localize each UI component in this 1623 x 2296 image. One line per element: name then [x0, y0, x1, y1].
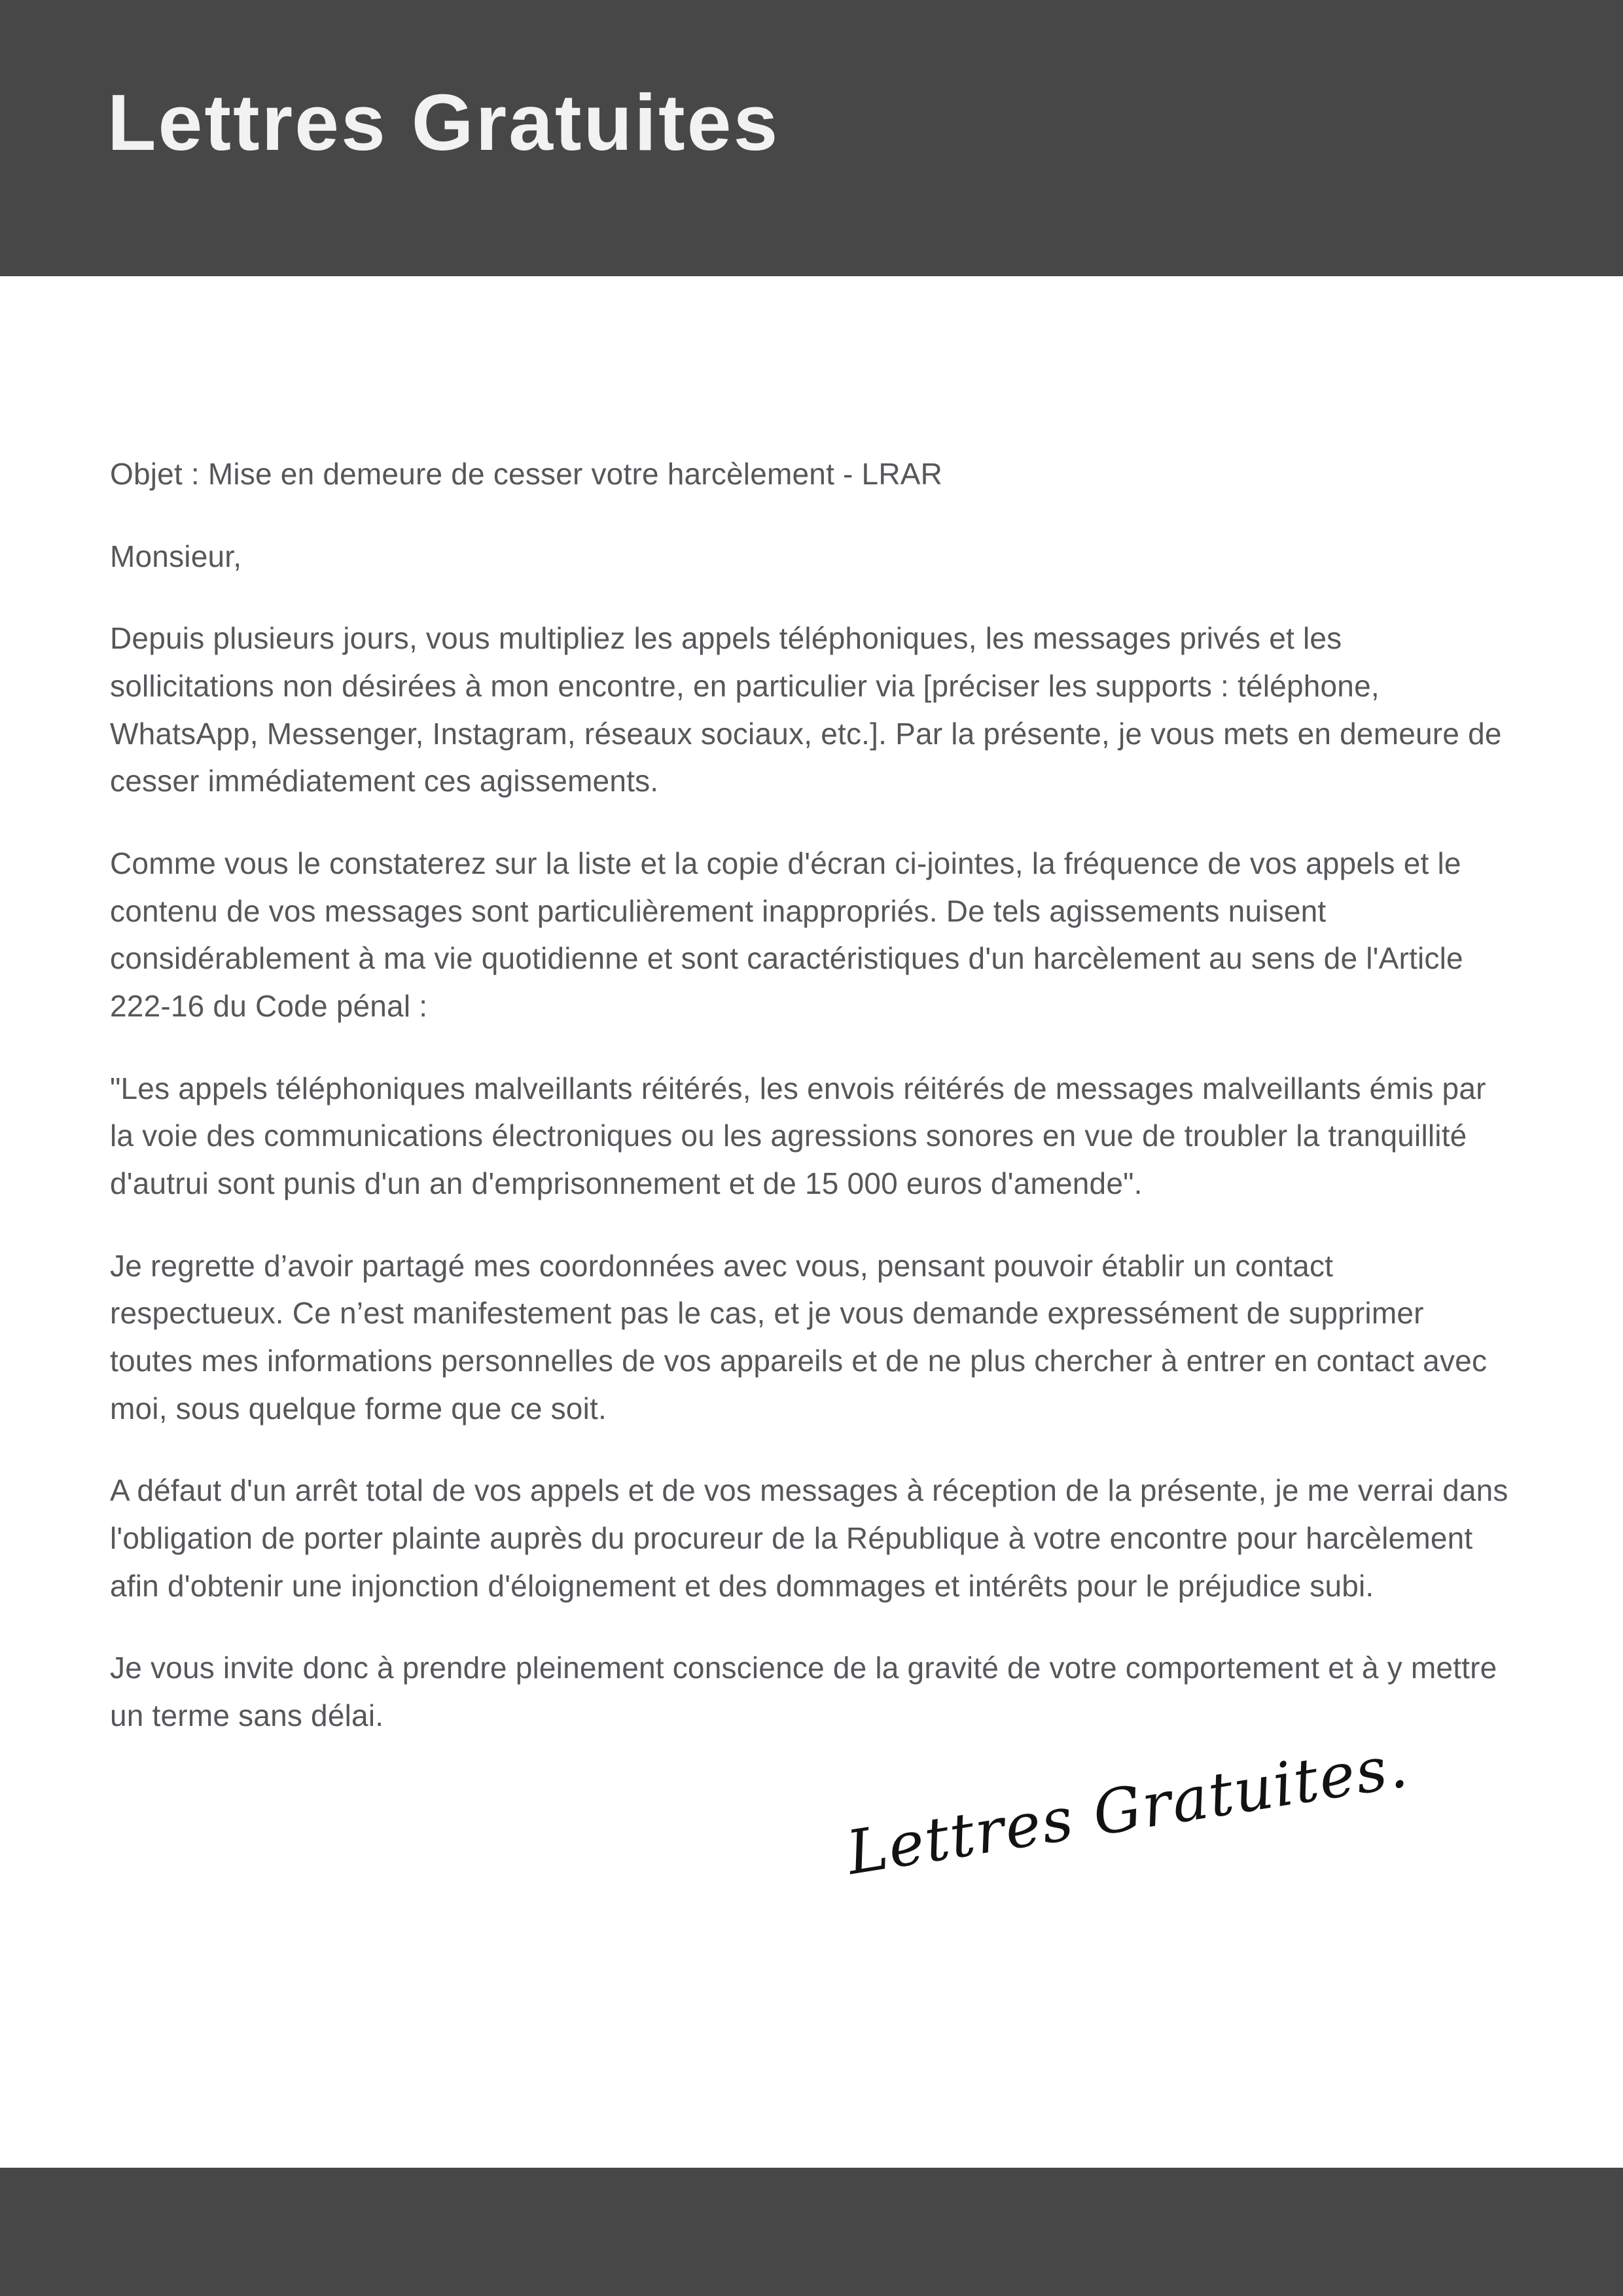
paragraph: Depuis plusieurs jours, vous multipliez les appels téléphoniques, les messages privés et les sollicitations non désirées à mon encontre, en particulier via [préciser les supports : téléphone, WhatsApp, Messenger, Instagram, réseaux sociaux, etc.]. Par la présente, je vous mets en demeure de cesser immédiatement ces agissements. — [110, 621, 1502, 798]
paragraph: Je vous invite donc à prendre pleinement conscience de la gravité de votre comportement et à y mettre un terme sans délai. — [110, 1651, 1497, 1733]
signature: Lettres Gratuites. — [842, 1730, 1414, 1888]
footer-banner — [0, 2168, 1623, 2296]
paragraph: "Les appels téléphoniques malveillants réitérés, les envois réitérés de messages malveillants émis par la voie des communications électroniques ou les agressions sonores en vue de troubler la tranquillité d'autrui sont punis d'un an d'emprisonnement et de 15 000 euros d'amende". — [110, 1071, 1486, 1201]
page-title: Lettres Gratuites — [107, 78, 780, 167]
subject-line: Objet : Mise en demeure de cesser votre harcèlement - LRAR — [110, 457, 943, 491]
paragraph: Je regrette d’avoir partagé mes coordonnées avec vous, pensant pouvoir établir un contact respectueux. Ce n’est manifestement pas le cas, et je vous demande expressément de supprimer toutes mes informations personnelles de vos appareils et de ne plus chercher à entrer en contact avec moi, sous quelque forme que ce soit. — [110, 1248, 1488, 1426]
signature-row — [110, 1730, 1513, 1888]
header-banner — [0, 0, 1623, 276]
salutation: Monsieur, — [110, 539, 242, 573]
paragraph: Comme vous le constaterez sur la liste et la copie d'écran ci-jointes, la fréquence de vos appels et le contenu de vos messages sont particulièrement inappropriés. De tels agissements nuisent considérablement à ma vie quotidienne et sont caractéristiques d'un harcèlement au sens de l'Article 222-16 du Code pénal : — [110, 846, 1463, 1024]
letter-body — [0, 276, 1623, 1888]
paragraph: A défaut d'un arrêt total de vos appels et de vos messages à réception de la présente, je me verrai dans l'obligation de porter plainte auprès du procureur de la République à votre encontre pour harcèlement afin d'obtenir une injonction d'éloignement et des dommages et intérêts pour le préjudice subi. — [110, 1473, 1508, 1603]
